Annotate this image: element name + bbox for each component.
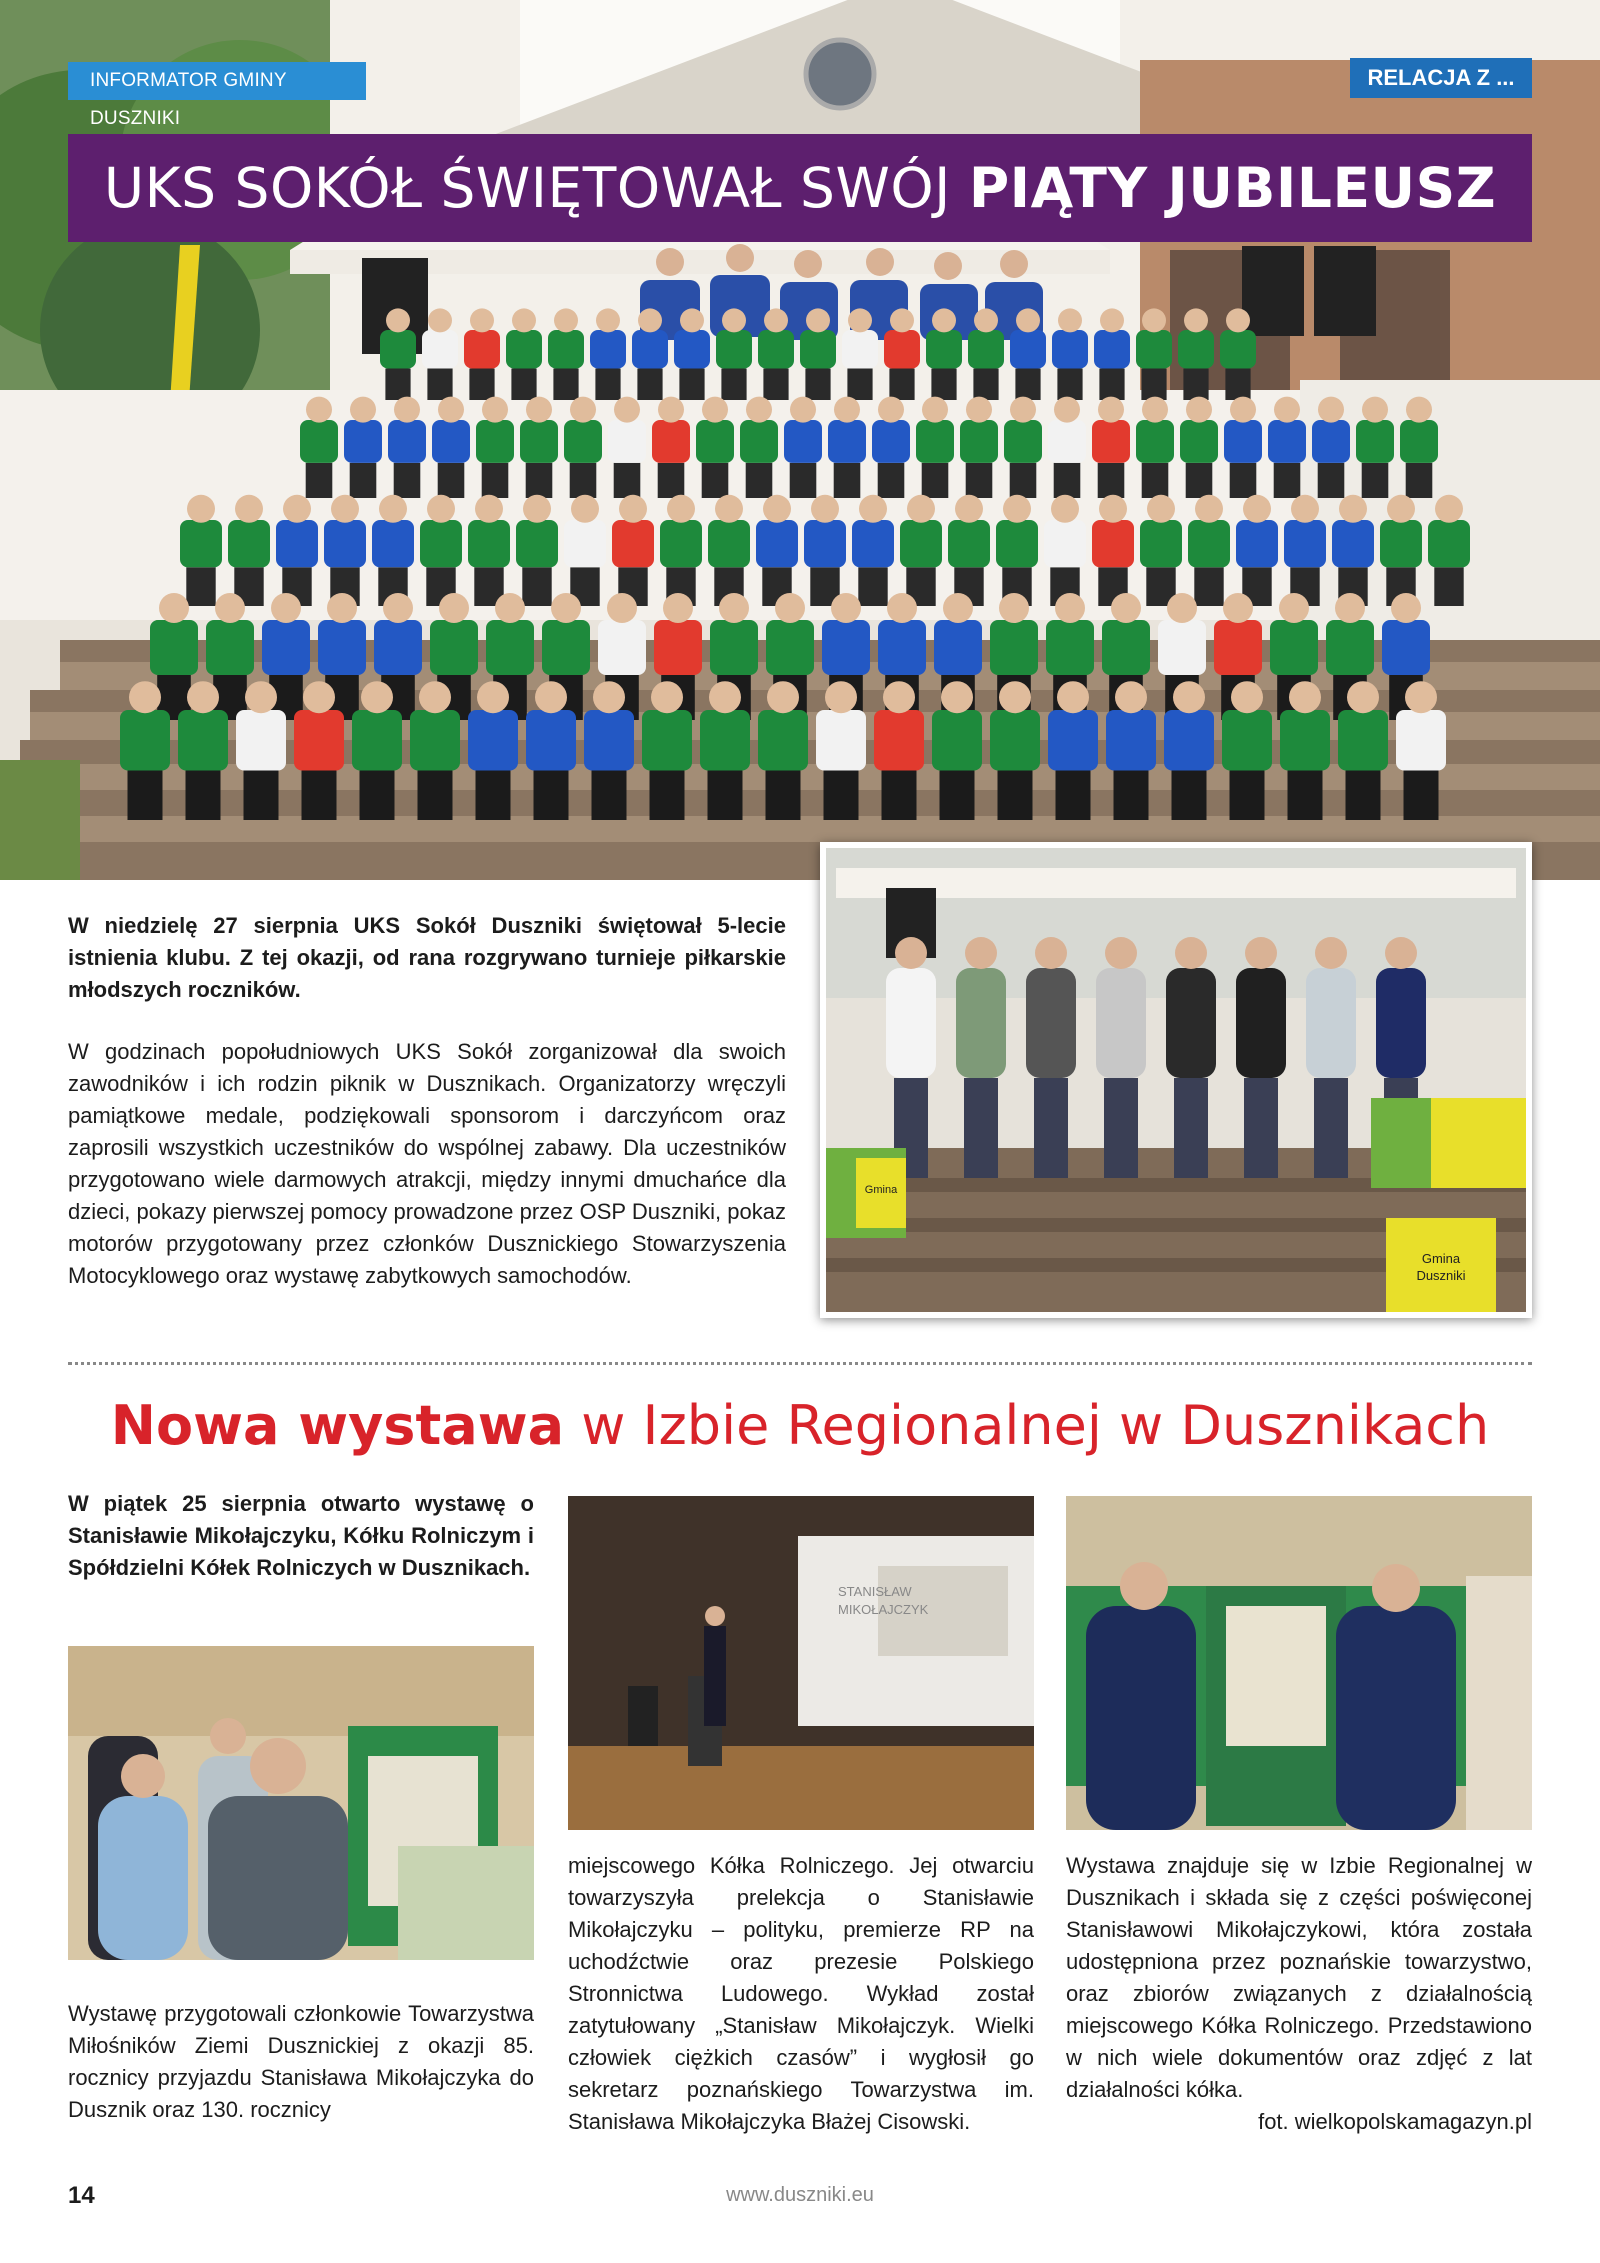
article2-column-1: Wystawę przygotowali członkowie Towarzystwa Miłośników Ziemi Dusznickiej z okazji 85. rocznicy przyjazdu Stanisława Mikołajczyka do Dusznik oraz 130. rocznicy — [68, 2001, 534, 2122]
screen-text-2: MIKOŁAJCZYK — [838, 1602, 929, 1617]
article2-title-regular: w Izbie Regionalnej w Dusznikach — [564, 1394, 1490, 1457]
article1-body: W godzinach popołudniowych UKS Sokół zorganizował dla swoich zawodników i ich rodzin piknik w Dusznikach. Organizatorzy wręczyli pamiątkowe medale, podziękowali sponsorom i darczyńcom oraz zaprosili wszystkich uczestników do wspólnej zabawy. Dla uczestników przygotowano wiele darmowych atrakcji, między innymi dmuchańce dla dzieci, pokazy pierwszej pomocy prowadzone przez OSP Duszniki, pokaz motorów przygotowany przez członków Dusznickiego Stowarzyszenia Motocyklowego oraz wystawę zabytkowych samochodów. — [68, 1039, 786, 1288]
article2-column-2: miejscowego Kółka Rolniczego. Jej otwarciu towarzyszyła prelekcja o Stanisławie Mikołajczyku – polityku, premierze RP na uchodźctwie oraz prezesie Polskiego Stronnictwa Ludowego. Wykład został zatytułowany „Stanisław Mikołajczyk. Wielki człowiek ciężkich czasów” i wygłosił go sekretarz poznańskiego Towarzystwa im. Stanisława Mikołajczyka Błażej Cisowski. — [568, 1853, 1034, 2134]
photo-portrait-exhibit — [1066, 1496, 1532, 1830]
article2-column-3: Wystawa znajduje się w Izbie Regionalnej w Dusznikach i składa się z części poświęconej Stanisławowi Mikołajczykowi, która została udostępniona przez poznańskie towarzystwo, oraz zbiorów związanych z działalnością miejscowego Kółka Rolniczego. Przedstawiono w nich wiele dokumentów oraz zdjęć z lat działalności kółka. — [1066, 1853, 1532, 2102]
article1-lead: W niedzielę 27 sierpnia UKS Sokół Duszniki świętował 5-lecie istnienia klubu. Z tej okazji, od rana rozgrywano turnieje piłkarskie młodszych roczników. — [68, 913, 786, 1002]
article2-lead: W piątek 25 sierpnia otwarto wystawę o Stanisławie Mikołajczyku, Kółku Rolniczym i Spółdzielni Kółek Rolniczych w Dusznikach. — [68, 1491, 534, 1580]
section-divider — [68, 1362, 1532, 1365]
photo-exhibition-visitors — [68, 1646, 534, 1960]
website-url[interactable]: www.duszniki.eu — [726, 2184, 874, 2206]
screen-text-1: STANISŁAW — [838, 1584, 912, 1599]
box-label-3: Duszniki — [1416, 1268, 1466, 1283]
article-title-bold: PIĄTY JUBILEUSZ — [968, 156, 1497, 220]
article2-title-bold: Nowa wystawa — [110, 1394, 565, 1457]
photo-credit: fot. wielkopolskamagazyn.pl — [1258, 2109, 1532, 2134]
category-tag: RELACJA Z ... — [1350, 58, 1532, 98]
article2-title — [68, 1386, 1532, 1466]
photo-award-ceremony — [820, 842, 1532, 1318]
box-label-2: Gmina — [1421, 1251, 1461, 1266]
box-label-1: Gmina — [864, 1184, 898, 1196]
page-number: 14 — [68, 2182, 95, 2209]
article-title — [68, 134, 1532, 242]
article-title-regular: UKS SOKÓŁ ŚWIĘTOWAŁ SWÓJ — [103, 156, 969, 220]
section-tag: INFORMATOR GMINY DUSZNIKI — [68, 62, 366, 100]
hero-photo-team — [0, 0, 1600, 880]
photo-lecture — [568, 1496, 1034, 1830]
